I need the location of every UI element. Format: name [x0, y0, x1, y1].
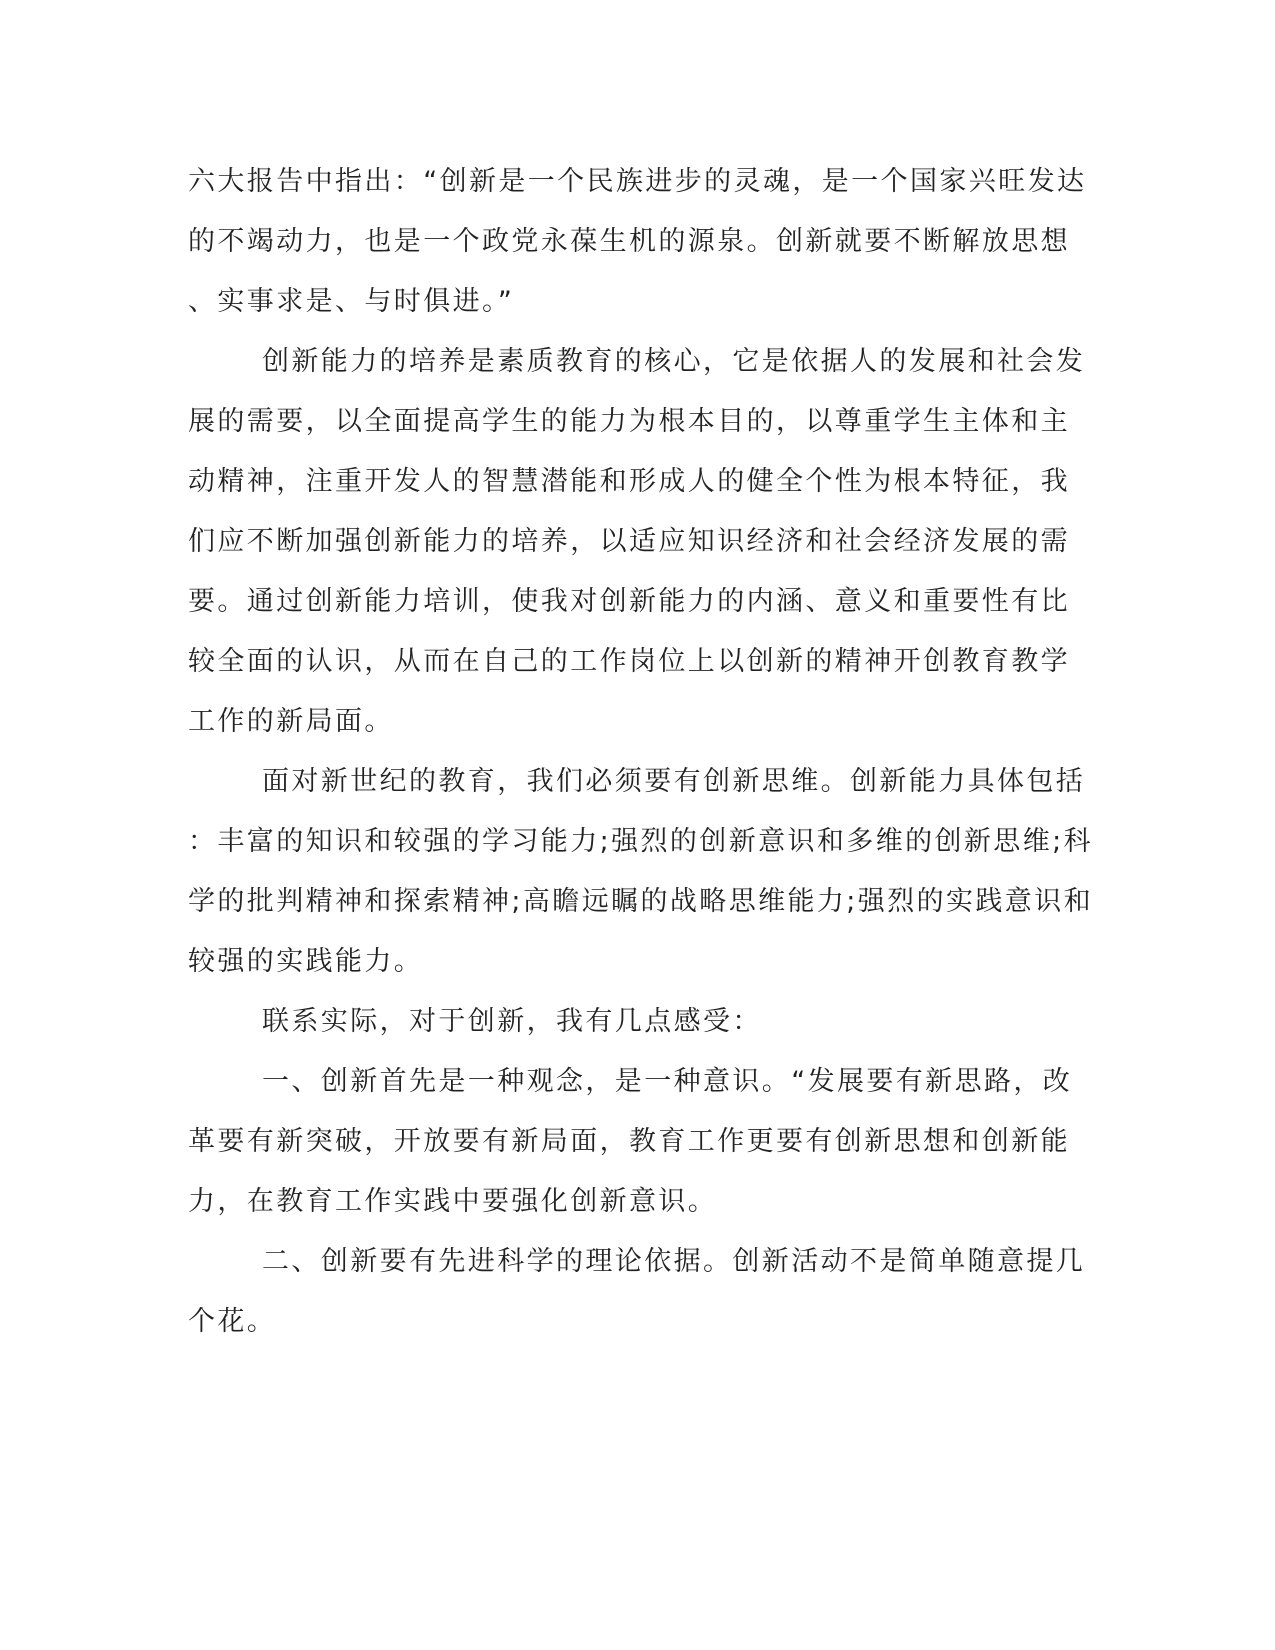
text-line: 面对新世纪的教育，我们必须要有创新思维。创新能力具体包括	[262, 766, 1086, 797]
text-line: 六大报告中指出：“创新是一个民族进步的灵魂，是一个国家兴旺发达	[188, 166, 1087, 197]
text-line: 联系实际，对于创新，我有几点感受：	[262, 1006, 762, 1037]
text-line: 的不竭动力，也是一个政党永葆生机的源泉。创新就要不断解放思想	[188, 226, 1070, 257]
text-line: 展的需要，以全面提高学生的能力为根本目的，以尊重学生主体和主	[188, 406, 1070, 437]
text-line: 创新能力的培养是素质教育的核心，它是依据人的发展和社会发	[262, 346, 1086, 377]
text-line: 较强的实践能力。	[188, 946, 424, 977]
text-line: ：丰富的知识和较强的学习能力;强烈的创新意识和多维的创新思维;科	[188, 826, 1093, 857]
text-line: 工作的新局面。	[188, 706, 394, 737]
text-line: 个花。	[188, 1306, 277, 1337]
text-line: 要。通过创新能力培训，使我对创新能力的内涵、意义和重要性有比	[188, 586, 1070, 617]
text-line: 一、创新首先是一种观念，是一种意识。“发展要有新思路，改	[262, 1066, 1073, 1097]
text-line: 学的批判精神和探索精神;高瞻远瞩的战略思维能力;强烈的实践意识和	[188, 886, 1093, 917]
text-line: 革要有新突破，开放要有新局面，教育工作更要有创新思想和创新能	[188, 1126, 1070, 1157]
text-line: 、实事求是、与时俱进。”	[188, 286, 515, 317]
text-line: 们应不断加强创新能力的培养，以适应知识经济和社会经济发展的需	[188, 526, 1070, 557]
text-line: 较全面的认识，从而在自己的工作岗位上以创新的精神开创教育教学	[188, 646, 1070, 677]
text-line: 力，在教育工作实践中要强化创新意识。	[188, 1186, 718, 1217]
text-line: 动精神，注重开发人的智慧潜能和形成人的健全个性为根本特征，我	[188, 466, 1070, 497]
text-line: 二、创新要有先进科学的理论依据。创新活动不是简单随意提几	[262, 1246, 1086, 1277]
